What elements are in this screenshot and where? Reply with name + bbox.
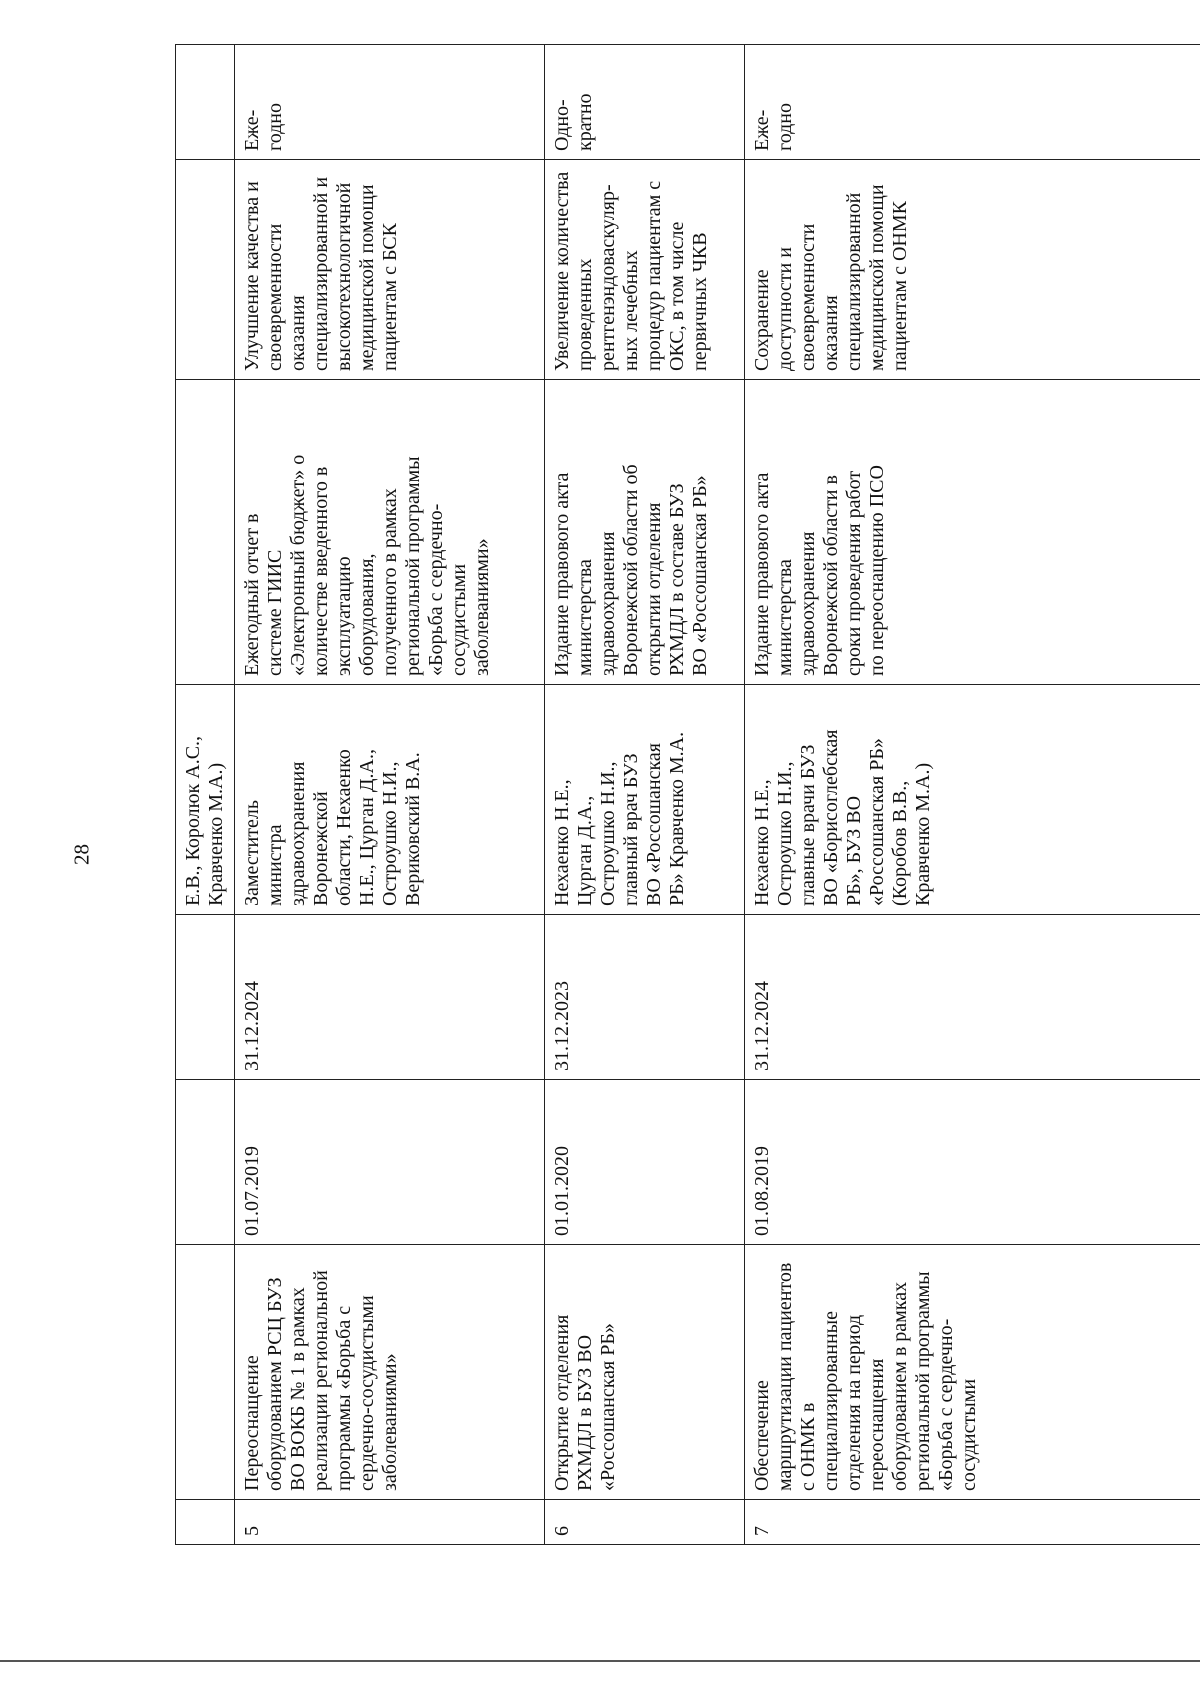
text-line: маршрутизации пациентов (774, 1262, 796, 1491)
text-line: РБ» Кравченко М.А. (666, 731, 688, 906)
text-line: ВО «Россошанская РБ» (689, 475, 711, 676)
text-line: Вериковский В.А. (402, 752, 424, 906)
cell-name (176, 1245, 235, 1500)
cell-effect (545, 160, 745, 380)
text-line: сердечно-сосудистыми (356, 1295, 378, 1491)
text-line: реализации региональной (310, 1270, 332, 1491)
cell-period (745, 45, 1200, 160)
text-line: эксплуатацию (333, 556, 355, 676)
text-line: министерства (774, 559, 796, 676)
text-line: министерства (574, 559, 596, 676)
text-line: Воронежской области об (620, 464, 642, 676)
text-line: Нехаенко Н.Е., (751, 779, 773, 906)
text-line: пациентам с ОНМК (889, 201, 911, 371)
cell-effect (745, 160, 1200, 380)
cell-result (235, 380, 545, 685)
text-line: проведенных (574, 258, 596, 371)
text-line: доступности и (774, 247, 796, 371)
cell-num: 7 (745, 1500, 1200, 1545)
text-line: РХМДЛ в составе БУЗ (666, 483, 688, 676)
cell-end: 31.12.2023 (545, 915, 745, 1080)
text-line: высокотехнологичной (333, 182, 355, 371)
cell-start: 01.01.2020 (545, 1080, 745, 1245)
text-line: сосудистыми (958, 1378, 980, 1491)
text-line: медицинской помощи (356, 184, 378, 371)
text-line: Сохранение (751, 269, 773, 371)
text-line: «Россошанская РБ» (597, 1323, 619, 1491)
text-line: Воронежской области в (820, 475, 842, 676)
text-line: области, Нехаенко (333, 749, 355, 906)
text-line: Открытие отделения (551, 1314, 573, 1491)
cell-end: 31.12.2024 (235, 915, 545, 1080)
cell-period (176, 45, 235, 160)
text-line: оборудованием РСЦ БУЗ (264, 1277, 286, 1491)
text-line: ОКС, в том числе (666, 221, 688, 371)
text-line: (Коробов В.В., (889, 780, 911, 906)
cell-result (545, 380, 745, 685)
text-line: отделения на период (843, 1314, 865, 1491)
cell-name (545, 1245, 745, 1500)
text-line: Издание правового акта (751, 472, 773, 676)
text-line: рентгенэндоваскуляр- (597, 184, 619, 371)
cell-effect (235, 160, 545, 380)
text-line: РБ», БУЗ ВО (843, 795, 865, 906)
text-line: оборудования, (356, 553, 378, 676)
cell-responsible (235, 685, 545, 915)
text-line: специализированные (820, 1311, 842, 1491)
text-line: количестве введенного в (310, 466, 332, 676)
table-row (545, 45, 745, 1545)
cell-end (176, 915, 235, 1080)
text-line: открытии отделения (643, 502, 665, 676)
text-line: региональной программы (912, 1271, 934, 1491)
table-row (745, 45, 1200, 1545)
cell-end: 31.12.2024 (745, 915, 1200, 1080)
text-line: специализированной и (310, 176, 332, 371)
text-line: Кравченко М.А.) (912, 762, 934, 906)
text-line: Одно- (551, 99, 573, 151)
text-line: здравоохранения (597, 531, 619, 676)
text-line: сроки проведения работ (843, 470, 865, 676)
text-line: Нехаенко Н.Е., (551, 779, 573, 906)
text-line: Увеличение количества (551, 171, 573, 371)
text-line: сосудистыми (448, 563, 470, 676)
page-number: 28 (69, 844, 94, 865)
text-line: Заместитель (241, 800, 263, 906)
cell-name (745, 1245, 1200, 1500)
text-line: по переоснащению ПСО (866, 465, 888, 676)
text-line: Еже- (241, 109, 263, 151)
cell-period (235, 45, 545, 160)
text-line: «Борьба с сердечно- (935, 1318, 957, 1491)
text-line: Улучшение качества и (241, 181, 263, 371)
cell-start: 01.07.2019 (235, 1080, 545, 1245)
page-bottom-rule (0, 1660, 1200, 1662)
text-line: Воронежской (310, 791, 332, 906)
text-line: медицинской помощи (866, 184, 888, 371)
text-line: заболеваниями» (471, 538, 493, 676)
text-line: пациентам с БСК (379, 223, 401, 371)
text-line: главные врачи БУЗ (797, 744, 819, 906)
cell-num (176, 1500, 235, 1545)
text-line: оказания (287, 295, 309, 371)
text-line: оказания (820, 295, 842, 371)
cell-responsible (745, 685, 1200, 915)
text-line: программы «Борьба с (333, 1305, 355, 1491)
text-line: Цурган Д.А., (574, 795, 596, 906)
continuation-row (176, 45, 235, 1545)
text-line: с ОНМК в (797, 1402, 819, 1491)
text-line: оборудованием в рамках (889, 1281, 911, 1491)
text-line: заболеваниями» (379, 1353, 401, 1491)
rotated-table-container (175, 45, 1195, 1545)
text-line: ВО «Россошанская (643, 742, 665, 906)
cell-result (745, 380, 1200, 685)
text-line: РХМДЛ в БУЗ ВО (574, 1334, 596, 1491)
text-line: здравоохранения (287, 761, 309, 906)
cell-num: 5 (235, 1500, 545, 1545)
text-line: «Россошанская РБ» (866, 738, 888, 906)
cell-start (176, 1080, 235, 1245)
cell-num: 6 (545, 1500, 745, 1545)
text-line: Еже- (751, 109, 773, 151)
text-line: процедур пациентам с (643, 180, 665, 371)
plan-table (175, 44, 1200, 1545)
text-line: системе ГИИС (264, 549, 286, 676)
text-line: «Электронный бюджет» о (287, 454, 309, 676)
cell-period (545, 45, 745, 160)
text-line: Обеспечение (751, 1380, 773, 1491)
cell-start: 01.08.2019 (745, 1080, 1200, 1245)
text-line: региональной программы (402, 456, 424, 676)
text-line: главный врач БУЗ (620, 753, 642, 906)
cell-responsible (176, 685, 235, 915)
text-line: годно (774, 102, 796, 151)
text-line: «Борьба с сердечно- (425, 503, 447, 676)
text-line: кратно (574, 93, 596, 151)
text-line: Издание правового акта (551, 472, 573, 676)
text-line: Остроушко Н.И., (774, 761, 796, 906)
text-line: ВО «Борисоглебская (820, 729, 842, 906)
text-line: своевременности (797, 223, 819, 371)
cell-result (176, 380, 235, 685)
table-row (235, 45, 545, 1545)
text-line: первичных ЧКВ (689, 232, 711, 371)
text-line: годно (264, 102, 286, 151)
text-line: полученного в рамках (379, 488, 401, 676)
text-line: своевременности (264, 223, 286, 371)
text-line: специализированной (843, 192, 865, 371)
text-line: Н.Е., Цурган Д.А., (356, 749, 378, 906)
text-line: Ежегодный отчет в (241, 513, 263, 676)
text-line: ных лечебных (620, 250, 642, 371)
text-line: министра (264, 824, 286, 906)
text-line: Кравченко М.А.) (205, 762, 227, 906)
text-line: переоснащения (866, 1358, 888, 1491)
text-line: здравоохранения (797, 531, 819, 676)
text-line: Остроушко Н.И., (379, 761, 401, 906)
cell-responsible (545, 685, 745, 915)
text-line: Переоснащение (241, 1355, 263, 1491)
text-line: Е.В., Королюк А.С., (182, 735, 204, 906)
cell-name (235, 1245, 545, 1500)
text-line: ВО ВОКБ № 1 в рамках (287, 1287, 309, 1491)
text-line: Остроушко Н.И., (597, 761, 619, 906)
cell-effect (176, 160, 235, 380)
